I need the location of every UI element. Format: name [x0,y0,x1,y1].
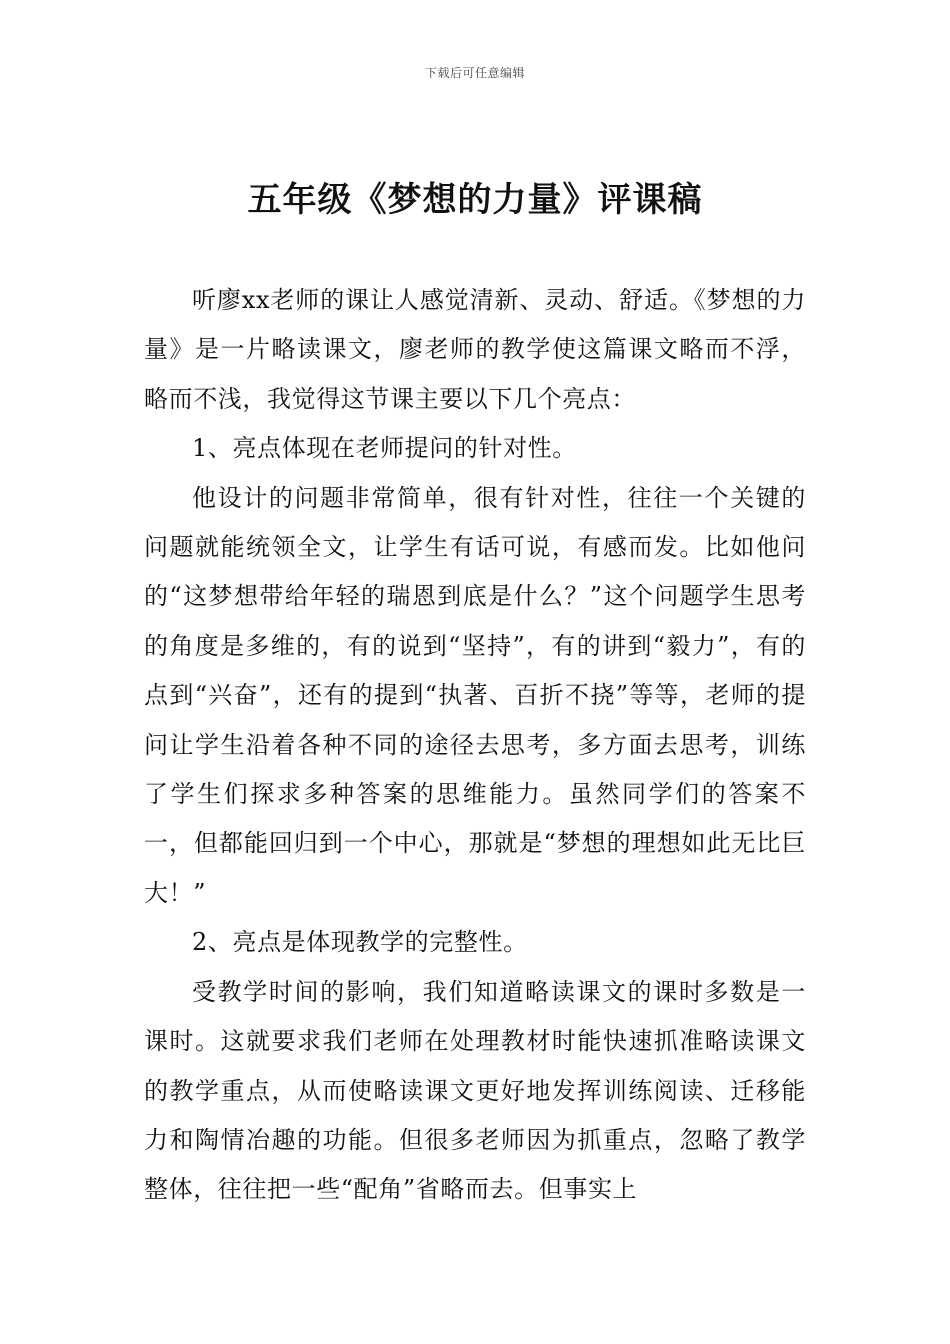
paragraph-point-1-body: 他设计的问题非常简单，很有针对性，往往一个关键的问题就能统领全文，让学生有话可说，有感而发。比如他问的“这梦想带给年轻的瑞恩到底是什么？”这个问题学生思考的角度是多维的，有的说到“坚持”，有的讲到“毅力”，有的点到“兴奋”，还有的提到“执著、百折不挠”等等，老师的提问让学生沿着各种不同的途径去思考，多方面去思考，训练了学生们探求多种答案的思维能力。虽然同学们的答案不一，但都能回归到一个中心，那就是“梦想的理想如此无比巨大！” [144,483,806,907]
document-body [144,276,806,1215]
document-title: 五年级《梦想的力量》评课稿 [247,180,703,220]
paragraph-point-1-heading: 1、亮点体现在老师提问的针对性。 [192,434,577,463]
header-note: 下载后可任意编辑 [424,66,525,80]
paragraph-intro: 听廖xx老师的课让人感觉清新、灵动、舒适。《梦想的力量》是一片略读课文，廖老师的教学使这篇课文略而不浮，略而不浅，我觉得这节课主要以下几个亮点： [144,286,806,413]
paragraph-point-2-heading: 2、亮点是体现教学的完整性。 [192,928,528,957]
paragraph-point-2-body: 受教学时间的影响，我们知道略读课文的课时多数是一课时。这就要求我们老师在处理教材时能快速抓准略读课文的教学重点，从而使略读课文更好地发挥训练阅读、迁移能力和陶情冶趣的功能。但很多老师因为抓重点，忽略了教学整体，往往把一些“配角”省略而去。但事实上 [144,977,806,1204]
